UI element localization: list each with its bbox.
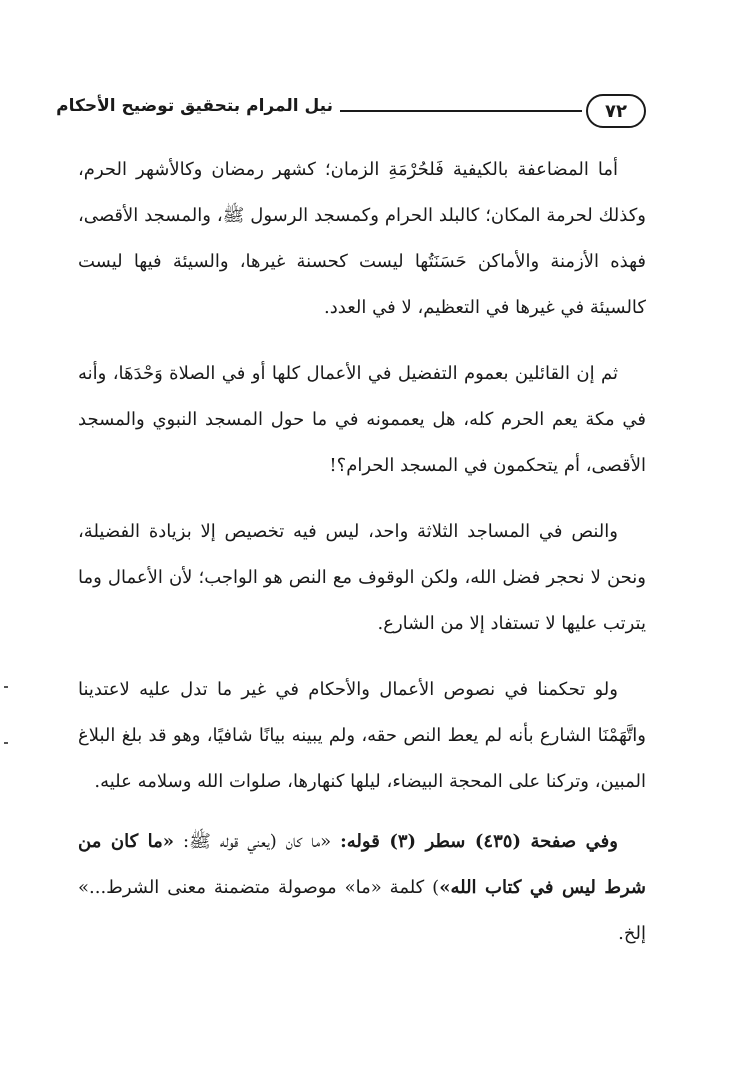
- margin-mark: [4, 686, 8, 688]
- paragraph-2: ثم إن القائلين بعموم التفضيل في الأعمال كلها أو في الصلاة وَحْدَهَا، وأنه في مكة يعم الحرم كله، هل يعممونه في ما حول المسجد النبوي والمسجد الأقصى، أم يتحكمون في المسجد الحرام؟!: [78, 363, 646, 476]
- paragraph-1: أما المضاعفة بالكيفية فَلحُرْمَةِ الزمان؛ كشهر رمضان وكالأشهر الحرم، وكذلك لحرمة المكان؛ كالبلد الحرام وكمسجد الرسول ﷺ، والمسجد الأقصى، فهذه الأزمنة والأماكن حَسَنَتُها ليست كحسنة غيرها، والسيئة فيها ليست كالسيئة في غيرها في التعظيم، لا في العدد.: [78, 159, 646, 318]
- header-rule: [340, 110, 582, 112]
- margin-mark: [4, 742, 8, 744]
- hadith-quote: «ما كان من شرط ليس في كتاب الله»: [78, 831, 646, 898]
- paragraph-5-rest: ) كلمة «ما» موصولة متضمنة معنى الشرط...» إلخ.: [78, 877, 646, 944]
- paragraph-4: ولو تحكمنا في نصوص الأعمال والأحكام في غير ما تدل عليه لاعتدينا واتَّهَمْنَا الشارع بأنه لم يعط النص حقه، ولم يبينه بيانًا شافيًا، وهو قد بلغ البلاغ المبين، وتركنا على المحجة البيضاء، ليلها كنهارها، صلوات الله وسلامه عليه.: [78, 679, 646, 792]
- quote-intro: «ما كان (يعني قوله ﷺ:: [174, 831, 341, 852]
- book-title: نيل المرام بتحقيق توضيح الأحكام: [56, 96, 333, 116]
- citation-reference: وفي صفحة (٤٣٥) سطر (٣) قوله:: [340, 831, 618, 852]
- page-number: ٧٢: [586, 94, 646, 128]
- body-text: [78, 147, 646, 957]
- paragraph-3: والنص في المساجد الثلاثة واحد، ليس فيه تخصيص إلا بزيادة الفضيلة، ونحن لا نحجر فضل الله، ولكن الوقوف مع النص هو الواجب؛ لأن الأعمال وما يترتب عليها لا تستفاد إلا من الشارع.: [78, 521, 646, 634]
- paragraph-5: [78, 819, 646, 957]
- page-header: [56, 92, 646, 132]
